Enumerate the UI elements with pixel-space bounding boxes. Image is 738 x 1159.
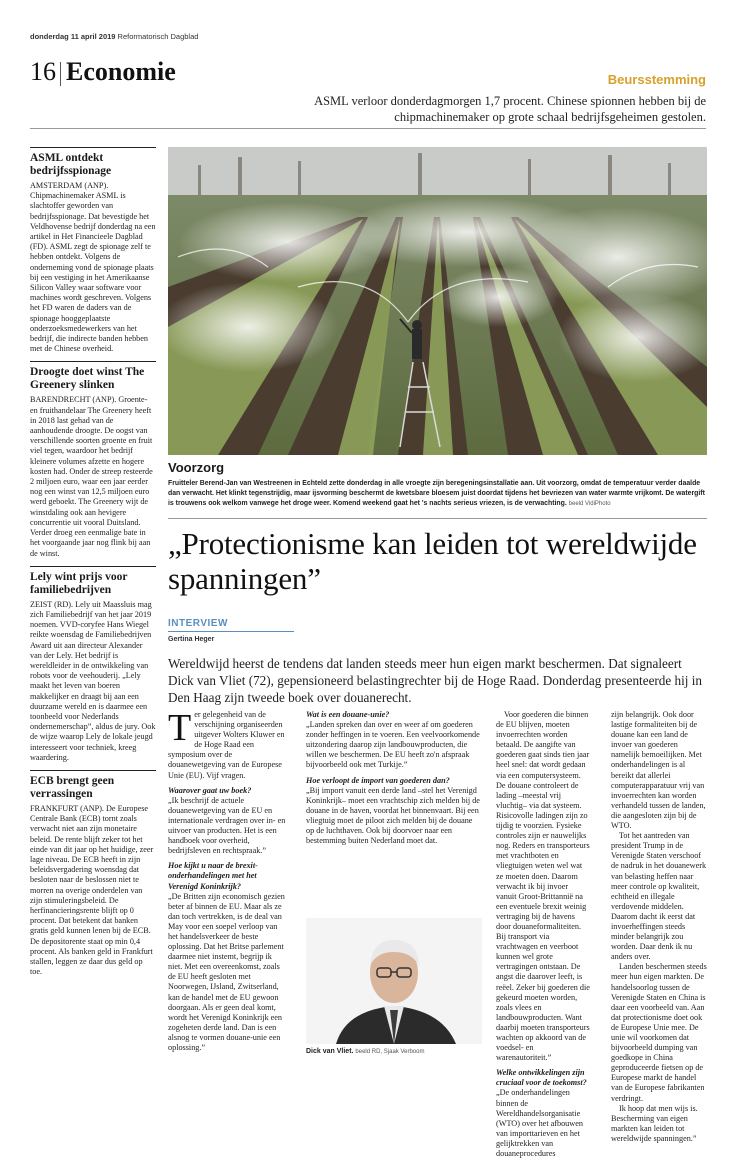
news-item-text: AMSTERDAM (ANP). Chipmachinemaker ASML is slachtoffer geworden van bedrijfsspionage. Dat bevestigde het Veldhovense bedrijf donderdag na een artikel in Het Financieele Dagblad (FD). ASML zegt de spionage zelf te hebben ontdekt. Volgens de onderneming vond de spionage plaats bij een vestiging in het Amerikaanse Silicon Valley waar software voor machines wordt geschreven. Volgens het FD waren de daders van de spionage hooggeplaatste onderzoeksmedewerkers van het bedrijf, die indirecte banden hebben met de Chinese overheid. [30,181,156,354]
ticker-text: ASML verloor donderdagmorgen 1,7 procent. Chinese spionnen hebben bij de chipmachinemaker op grote schaal bedrijfsgeheimen gestolen. [314,94,706,124]
news-item-title: Lely wint prijs voor familiebedrijven [30,570,128,596]
interview-question: Wat is een douane-unie? [306,710,390,719]
article-rule [168,518,707,519]
issue-date: donderdag 11 april 2019 Reformatorisch Dagblad [30,32,199,41]
article-column-3: Voor goederen die binnen de EU blijven, moeten invoerrechten worden betaald. De aangifte van goederen gaat sinds tien jaar heel snel: dat wordt gedaan via een computersysteem. De douane controleert de lading –meestal vrij vluchtig– via dat systeem. Risicovolle ladingen zijn zo tijdig te voorzien. Fysieke controles zijn er nauwelijks nog. Reders en transporteurs met vrachtboten en vliegtuigen weten wel wat ze moeten doen. Daarom verwacht ik bij invoer vanuit Groot-Brittannië na een eventuele brexit weinig vertraging bij de havens door douaneformaliteiten. Bij transport via vrachtwagen en veerboot kunnen wel grote vertragingen ontstaan. De angst die daarover leeft, is reëel. Zeker bij goederen die gekeurd moeten worden, zoals vlees en landbouwproducten. Want daarbij moeten transporteurs wachten op akkoord van de voedsel- en warenautoriteit.” Welke ontwikkelingen zijn cruciaal voor de toekomst? „De onderhandelingen binnen de Wereldhandelsorganisatie (WTO) over het afbouwen van importtarieven en het gelijktrekken van douaneprocedures [496,710,590,1159]
portrait-caption: Dick van Vliet. beeld RD, Sjaak Verboom [306,1048,425,1055]
tag-underline [168,631,294,632]
article-column-1: Ter gelegenheid van de verschijning organiseerden uitgever Wolters Kluwer en de Hoge Raad een symposium over de douanewetgeving van de Europese Unie (EU). Vijf vragen. Waarover gaat uw boek? „Ik beschrijf de actuele douanewetgeving van de EU en internationale verdragen over in- en uitvoer van producten. Het is een handboek voor overheid, bedrijfsleven en rechtspraak.” Hoe kijkt u naar de brexit-onderhandelingen met het Verenigd Koninkrijk? „De Britten zijn economisch gezien beter af binnen de EU. Maar als ze dan toch vertrekken, is de deal van May voor een soepel verloop van het handelsverkeer de beste oplossing. Dat het Britse parlement daarmee niet instemt, begrijp ik niet. Met een overeenkomst, zoals de EU heeft gesloten met Noorwegen, IJsland, Zwitserland, kan de handel met de EU gewoon doorgaan. Als er geen deal komt, wordt het Verenigd Koninkrijk een zogeheten derde land. Dan is een alsnog te vormen douane-unie een oplossing.” [168,710,288,1053]
news-item [30,770,156,977]
news-item-text: BARENDRECHT (ANP). Groente- en fruithandelaar The Greenery heeft in 2018 last gehad van de aanhoudende droogte. De oogst van verschillende soorten groente en fruit viel tegen, waardoor het bedrijf kleinere volumes afzette en hogere kosten had. Onder de streep resteerde 2 miljoen euro, waar een jaar eerder nog een winst van 12,5 miljoen euro werd geboekt. The Greenery wijt de winstdaling ook aan hevigere concurrentie uit vooral Duitsland. Verder droeg een eenmalige bate in het voorgaande jaar nog flink bij aan de winst. [30,395,153,558]
interview-question: Welke ontwikkelingen zijn cruciaal voor de toekomst? [496,1068,587,1088]
news-item-text: FRANKFURT (ANP). De Europese Centrale Bank (ECB) tornt zoals verwacht niet aan zijn monetaire beleid. De rente blijft zeker tot het einde van dit jaar op het huidige, zeer lage niveau. De ECB heeft in zijn beleidsvergadering woensdag dat besloten naar de beslossen niet te morren na overige onderdelen van zijn stimuleringsbeleid. De herfinancieringsrente blijft op 0 procent. Dat betekent dat banken gratis geld kunnen lenen bij de ECB. De depositorente staat op min 0,4 procent. Als banken geld in Frankfurt stallen, leggen ze daar dus geld op toe. [30,803,154,977]
news-item-title: Droogte doet winst The Greenery slinken [30,366,145,392]
drop-cap: T [168,707,192,749]
article-column-2: Wat is een douane-unie? „Landen spreken dan over en weer af om goederen zonder heffingen in te voeren. Een veelvoorkomende uitzondering daarop zijn landbouwproducten, die willen we beschermen. De EU heeft zo'n afspraak bijvoorbeeld ook met Turkije.” Hoe verloopt de import van goederen dan? „Bij import vanuit een derde land –stel het Verenigd Koninkrijk– moet een vrachtschip zich melden bij de douane in de haven, voordat het binnenvaart. Bij een vliegtuig moet de piloot zich melden bij de douane op de luchthaven. Ook bij doorvoer naar een bestemming buiten Nederland moet dat. [306,710,482,846]
photo-caption: Fruitteler Berend-Jan van Westreenen in Echteld zette donderdag in alle vroegte zijn beregeningsinstallatie aan. Uit voorzorg, omdat de temperatuur verder daalde dan verwacht. Het klinkt tegenstrijdig, maar ijsvorming beschermt de kwetsbare bloesem juist doordat tijdens het bevriezen van water warmte vrijkomt. De watergift is trouwens ook welkom vanwege het droge weer. Komend weekend gaat het 's nachts serieus vriezen, is de verwachting. beeld VidiPhoto [168,480,705,507]
article-column-4: zijn belangrijk. Ook door lastige formaliteiten bij de douane kan een land de invoer van goederen namelijk bemoeilijken. Met onderhandelingen is al bereikt dat allerlei computerapparatuur vrij van invoerrechten kan worden verhandeld tussen de landen, die aangesloten zijn bij de WTO. Tot het aantreden van president Trump in de Verenigde Staten verschoof de nadruk in het douanewerk van belasting heffen naar meer controle op kwaliteit, echtheid en illegale verdovende middelen. Daarom dacht ik eerst dat invoerheffingen steeds minder belangrijk zou worden. Daar denk ik nu anders over. Landen beschermen steeds meer hun eigen markten. De handelsoorlog tussen de Verenigde Staten en China is daar een voorbeeld van. Aan dat protectionisme doet ook de Europese Unie mee. De unie wil voorkomen dat bijvoorbeeld dumping van goedkope in China geproduceerde fietsen op de Europese markt de handel van de Europese fabrikanten verdringt. Ik hoop dat men wijs is. Bescherming van eigen markten kan leiden tot wereldwijde spanningen.” [611,710,707,1143]
news-item [30,566,156,763]
photo-credit: beeld VidiPhoto [568,501,611,507]
header-divider [60,62,61,86]
news-item [30,147,156,354]
author-portrait-photo [306,918,482,1044]
article-author: Gertina Heger [168,636,215,643]
interview-question: Waarover gaat uw boek? [168,785,252,795]
article-headline: „Protectionisme kan leiden tot wereldwijde spanningen” [168,526,697,596]
news-item [30,361,156,558]
news-item-text: ZEIST (RD). Lely uit Maassluis mag zich Familiebedrijf van het jaar 2019 noemen. VVD-coryfee Hans Wiegel reikte woensdag de Familiebedrijven Award uit aan directeur Alexander van der Lely. Het bedrijf is wereldleider in de ontwikkeling van robots voor de veehouderij. „Lely maakt het leven van boeren makkelijker en draagt bij aan een duurzame wereld en is daarmee een toonbeeld voor Nederlands ondernemerschap”, aldus de jury. Ook de wijze waarop Lely de lokale jeugd interesseert voor techniek, kreeg waardering. [30,599,156,762]
section-title: Economie [66,57,176,86]
news-sidebar [30,147,156,984]
article-lead: Wereldwijd heerst de tendens dat landen steeds meer hun eigen markt beschermen. Dat signaleert Dick van Vliet (72), gepensioneerd belastingrechter bij de Hoge Raad. Donderdag presenteerde hij in Den Haag zijn tweede boek over douanerecht. [168,656,703,705]
page-number: 16 [30,57,56,86]
ticker-label: Beursstemming [607,72,706,87]
interview-question: Hoe verloopt de import van goederen dan? [306,775,450,785]
photo-caption-title: Voorzorg [168,460,225,475]
news-item-title: ASML ontdekt bedrijfsspionage [30,152,112,177]
interview-question: Hoe kijkt u naar de brexit-onderhandelingen met het Verenigd Koninkrijk? [168,861,258,891]
header-rule [30,128,706,129]
orchard-sprinkler-photo [168,147,707,455]
article-tag: INTERVIEW [168,618,228,629]
news-item-title: ECB brengt geen verrassingen [30,774,115,800]
